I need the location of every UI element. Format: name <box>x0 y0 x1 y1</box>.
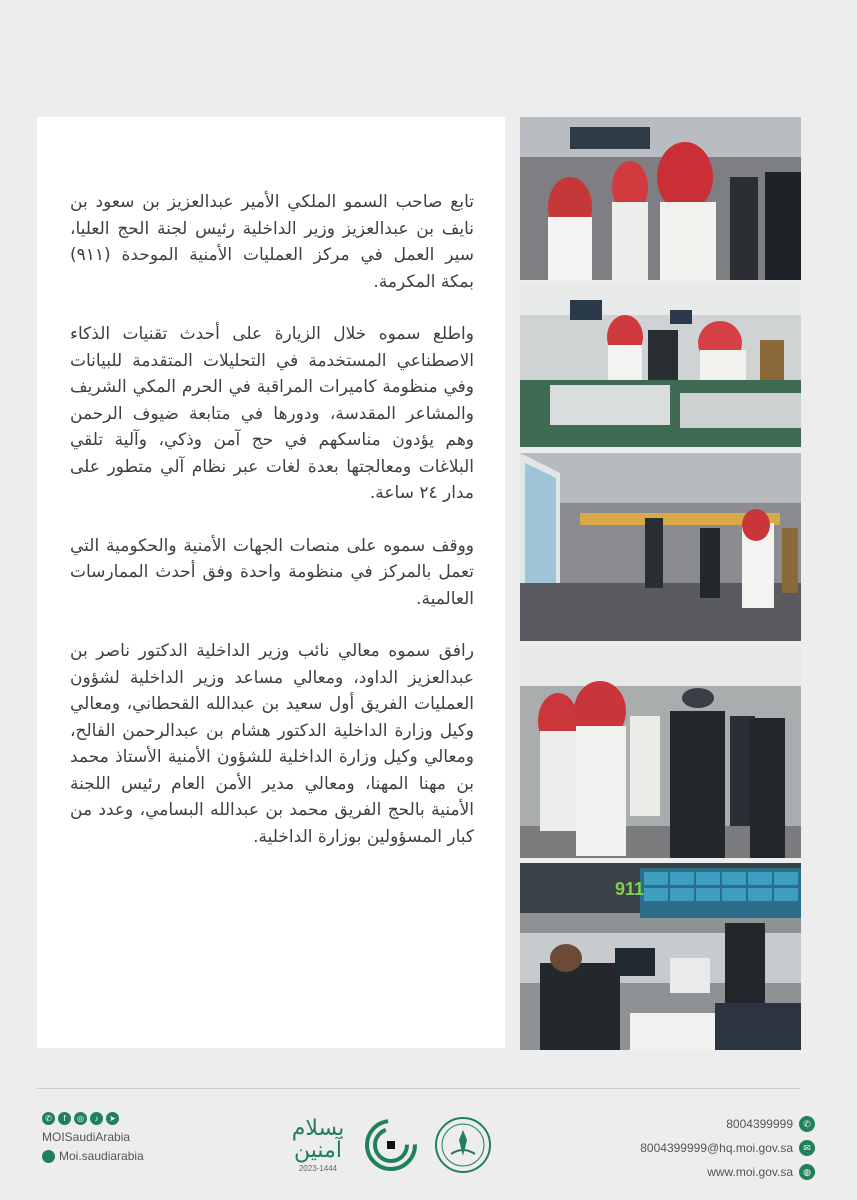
article-card <box>37 117 505 1048</box>
email-icon: ✉ <box>799 1140 815 1156</box>
web-icon: ◍ <box>799 1164 815 1180</box>
whatsapp-icon[interactable]: ✆ <box>42 1112 55 1125</box>
phone-icon: ✆ <box>799 1116 815 1132</box>
phone-number[interactable]: 8004399999 <box>726 1117 793 1131</box>
article-paragraph: تابع صاحب السمو الملكي الأمير عبدالعزيز بن سعود بن نايف بن عبدالعزيز وزير الداخلية رئيس لجنة الحج العليا، سير العمل في مركز العمليات الأمنية الموحدة (٩١١) بمكة المكرمة. <box>70 192 474 292</box>
tiktok-icon[interactable]: ♪ <box>90 1112 103 1125</box>
photo-officers-briefing <box>520 646 801 858</box>
screen-911-label: 911 <box>615 879 645 899</box>
photo-operations-room <box>520 285 801 447</box>
contact-info <box>640 1112 815 1184</box>
social-links <box>42 1112 144 1168</box>
ministry-emblem-icon <box>434 1116 492 1174</box>
footer-divider <box>37 1088 800 1089</box>
article-body <box>70 189 474 876</box>
photo-video-wall-briefing <box>520 453 801 641</box>
article-paragraph: رافق سموه معالي نائب وزير الداخلية الدكتور ناصر بن عبدالعزيز الداود، ومعالي مساعد وزير الداخلية لشؤون العمليات الفريق أول سعيد بن عبدالله القحطاني، ومعالي وكيل وزارة الداخلية الدكتور هشام بن عبدالرحمن الفالح، ومعالي وكيل وزارة الداخلية للشؤون الأمنية الأستاذ محمد بن مهنا المهنا، ومعالي مدير الأمن العام رئيس اللجنة الأمنية بالحج الفريق محمد بن عبدالله البسامي، وعدد من كبار المسؤولين بوزارة الداخلية. <box>70 641 474 847</box>
telegram-icon[interactable]: ➤ <box>106 1112 119 1125</box>
instagram-icon[interactable]: ◎ <box>74 1112 87 1125</box>
campaign-logo-year: 2023-1444 <box>298 1164 338 1173</box>
website-link[interactable]: www.moi.gov.sa <box>707 1165 793 1179</box>
social-handle[interactable]: MOISaudiArabia <box>42 1130 131 1144</box>
photo-delegation-visit <box>520 117 801 280</box>
article-paragraph: واطلع سموه خلال الزيارة على أحدث تقنيات الذكاء الاصطناعي المستخدمة في التحليلات المتقدمة للبيانات وفي منظومة كاميرات المراقبة في الحرم المكي الشريف والمشاعر المقدسة، ودورها في متابعة ضيوف الرحمن وهم يؤدون مناسكهم في حج آمن وذكي، وآلية تلقي البلاغات ومعالجتها بعدة لغات عبر نظام آلي متطور على مدار ٢٤ ساعة. <box>70 324 474 503</box>
campaign-logo-text: بسلام آمنين <box>291 1116 345 1163</box>
campaign-ring-icon <box>363 1117 419 1173</box>
photo-monitoring-hall <box>520 863 801 1050</box>
snapchat-handle[interactable]: Moi.saudiarabia <box>59 1149 144 1163</box>
facebook-icon[interactable]: f <box>58 1112 71 1125</box>
snapchat-icon[interactable] <box>42 1150 55 1163</box>
article-paragraph: ووقف سموه على منصات الجهات الأمنية والحكومية التي تعمل بالمركز في منظومة واحدة وفق أحدث الممارسات العالمية. <box>70 535 474 609</box>
email-address[interactable]: 8004399999@hq.moi.gov.sa <box>640 1141 793 1155</box>
